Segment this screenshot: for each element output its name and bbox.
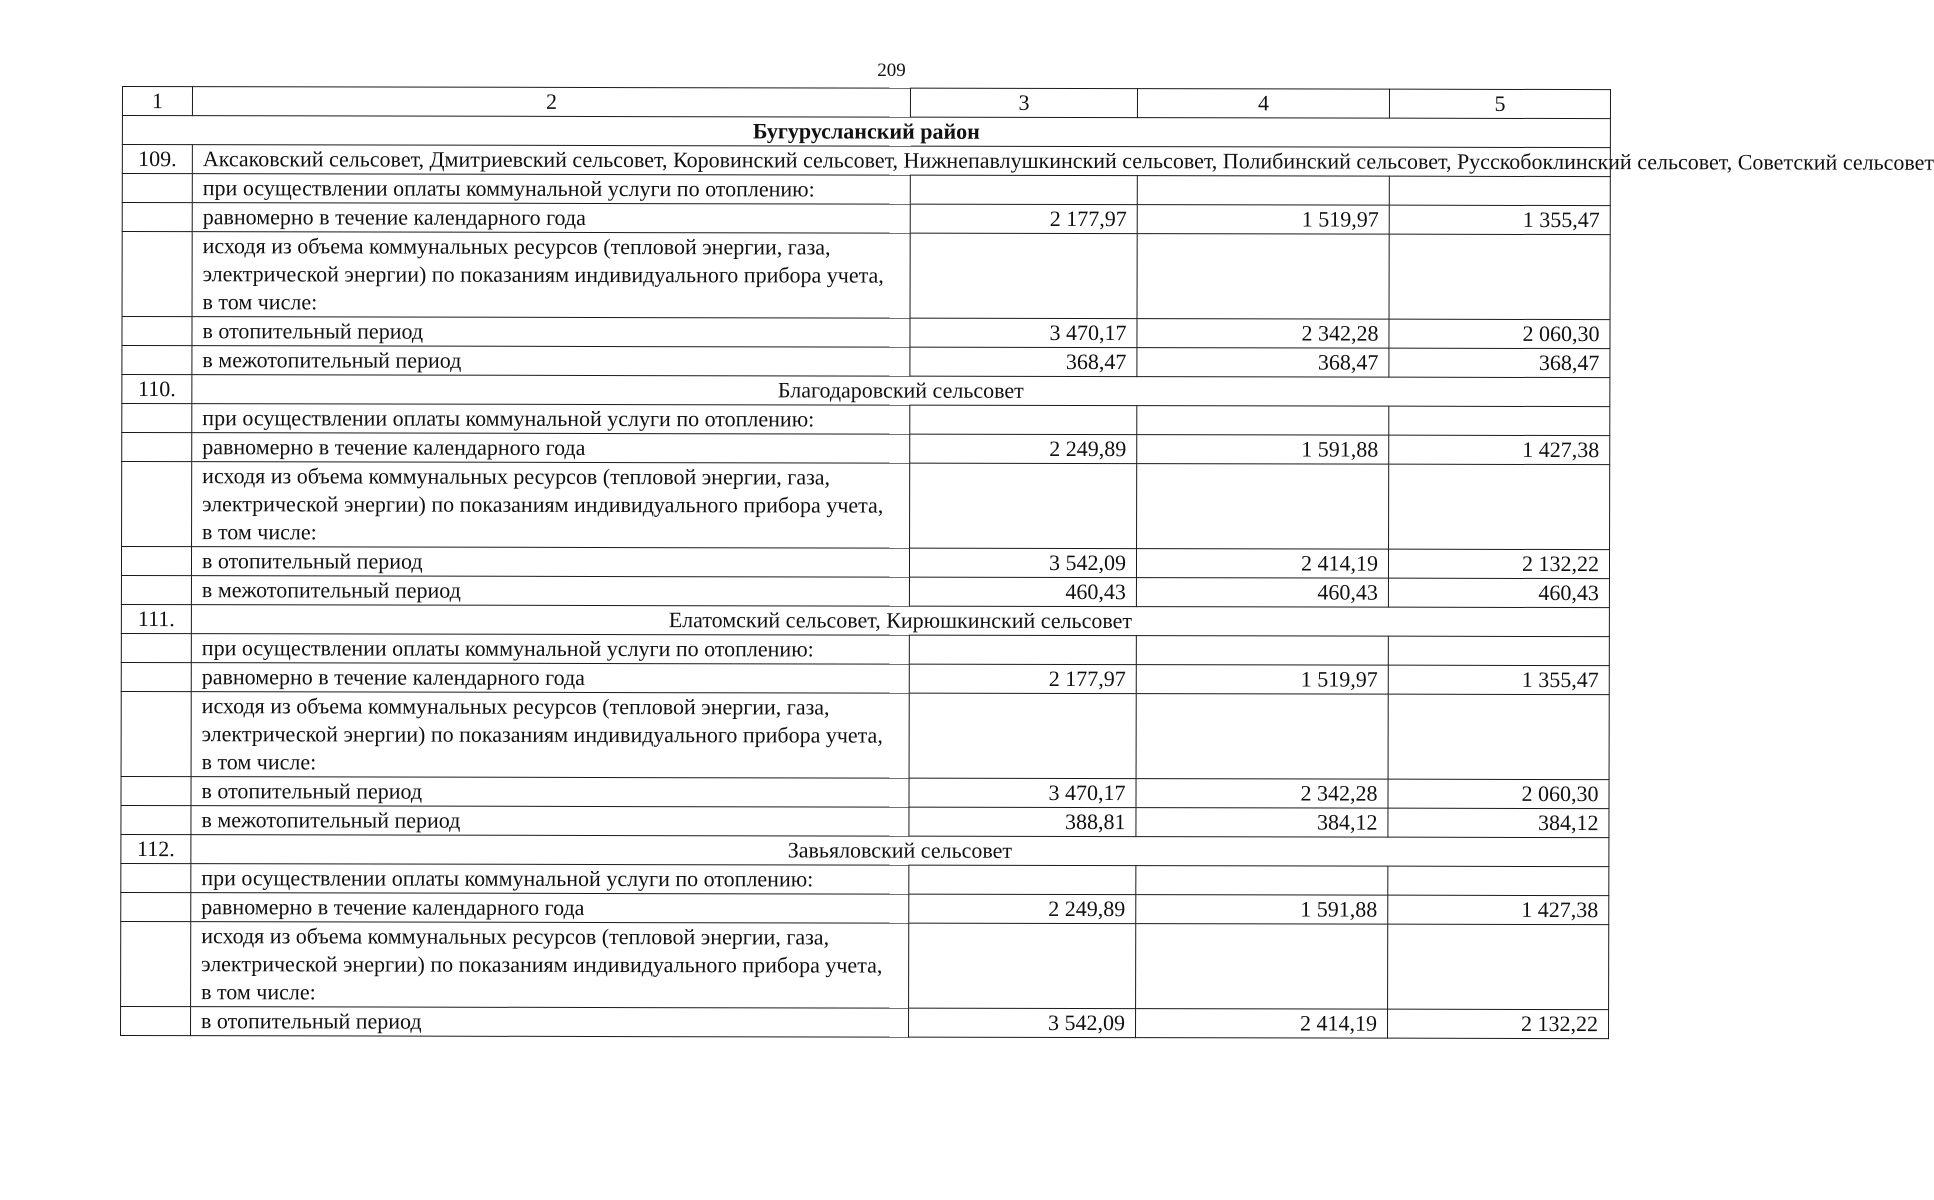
- intro-row: [122, 174, 1610, 206]
- value-col-4: [1136, 694, 1388, 780]
- column-number-4: 4: [1137, 89, 1389, 119]
- row-label: в отопительный период: [191, 1007, 909, 1038]
- tariff-table-wrapper: [120, 86, 1934, 1069]
- tariff-table: [120, 86, 1934, 1039]
- group-title: Завьяловский сельсовет: [191, 835, 1609, 867]
- row-label: при осуществлении оплаты коммунальной услуги по отоплению:: [191, 634, 909, 665]
- value-col-4: [1137, 176, 1389, 206]
- value-col-5: 1 427,38: [1388, 895, 1609, 924]
- group-number: 111.: [121, 604, 191, 633]
- row-label: в отопительный период: [191, 547, 909, 578]
- row-number-cell: [121, 633, 191, 662]
- value-col-4: 1 591,88: [1137, 435, 1389, 465]
- row-label: равномерно в течение календарного года: [191, 663, 909, 694]
- value-col-3: 2 249,89: [909, 894, 1136, 923]
- value-col-3: 2 249,89: [910, 434, 1137, 463]
- nonheating-period-row: [121, 576, 1609, 608]
- value-col-5: 1 355,47: [1389, 205, 1610, 234]
- group-header-row: [122, 145, 1610, 177]
- row-number-cell: [122, 203, 192, 232]
- nonheating-period-row: [122, 346, 1610, 378]
- value-col-5: [1389, 464, 1610, 549]
- heating-period-row: [121, 547, 1609, 579]
- column-number-2: 2: [192, 87, 910, 118]
- value-col-4: 1 591,88: [1136, 895, 1388, 925]
- row-label: исходя из объема коммунальных ресурсов (тепловой энергии, газа, электрической энергии) по показаниям индивидуального прибора учета, в том числе:: [192, 462, 910, 549]
- row-number-cell: [122, 462, 192, 547]
- value-col-5: 384,12: [1388, 808, 1609, 837]
- value-col-4: [1136, 866, 1388, 896]
- value-col-4: 1 519,97: [1137, 205, 1389, 235]
- row-number-cell: [121, 691, 191, 776]
- value-col-3: [909, 693, 1136, 778]
- tariff-table-body: [121, 87, 1934, 1039]
- uniform-row: [121, 892, 1609, 924]
- uniform-row: [122, 433, 1610, 465]
- meter-row: [121, 691, 1609, 779]
- row-label: равномерно в течение календарного года: [192, 433, 910, 464]
- value-col-3: 368,47: [910, 347, 1137, 376]
- region-title: Бугурусланский район: [122, 116, 1610, 148]
- heating-period-row: [121, 776, 1609, 808]
- value-col-3: 2 177,97: [910, 204, 1137, 233]
- group-number: 112.: [121, 834, 191, 863]
- value-col-5: 2 132,22: [1388, 549, 1609, 578]
- meter-row: [122, 232, 1610, 320]
- value-col-4: 2 414,19: [1136, 1009, 1388, 1039]
- intro-row: [121, 633, 1609, 665]
- uniform-row: [122, 203, 1610, 235]
- value-col-3: [909, 923, 1136, 1008]
- row-number-cell: [121, 547, 191, 576]
- row-label: при осуществлении оплаты коммунальной услуги по отоплению:: [192, 404, 910, 435]
- meter-row: [122, 462, 1610, 550]
- row-label: в отопительный период: [191, 777, 909, 808]
- value-col-3: 3 470,17: [910, 318, 1137, 347]
- group-title: Благодаровский сельсовет: [192, 375, 1610, 407]
- row-number-cell: [121, 662, 191, 691]
- value-col-4: 2 414,19: [1136, 549, 1388, 579]
- region-row: [122, 116, 1610, 148]
- value-col-4: 384,12: [1136, 808, 1388, 838]
- value-col-4: [1137, 464, 1389, 550]
- row-number-cell: [122, 317, 192, 346]
- value-col-3: 2 177,97: [909, 664, 1136, 693]
- row-number-cell: [121, 921, 191, 1006]
- row-number-cell: [122, 433, 192, 462]
- group-title: Елатомский сельсовет, Кирюшкинский сельсовет: [191, 605, 1609, 637]
- nonheating-period-row: [121, 805, 1609, 837]
- value-col-5: [1388, 866, 1609, 895]
- row-label: в межотопительный период: [192, 346, 910, 377]
- row-number-cell: [122, 346, 192, 375]
- page-number: 209: [877, 60, 906, 81]
- value-col-4: 1 519,97: [1136, 665, 1388, 695]
- intro-row: [122, 404, 1610, 436]
- value-col-4: 2 342,28: [1137, 319, 1389, 349]
- value-col-3: 388,81: [909, 807, 1136, 836]
- value-col-3: [910, 463, 1137, 548]
- heating-period-row: [121, 1006, 1609, 1038]
- row-number-cell: [122, 404, 192, 433]
- row-label: в межотопительный период: [191, 576, 909, 607]
- group-title: Аксаковский сельсовет, Дмитриевский сельсовет, Коровинский сельсовет, Нижнепавлушкинский сельсовет, Полибинский сельсовет, Русскобоклинский сельсовет, Советский сельсовет: [192, 145, 1610, 177]
- value-col-4: 368,47: [1137, 348, 1389, 378]
- value-col-5: [1388, 636, 1609, 665]
- row-number-cell: [121, 805, 191, 834]
- row-number-cell: [122, 174, 192, 203]
- row-number-cell: [121, 776, 191, 805]
- row-label: исходя из объема коммунальных ресурсов (тепловой энергии, газа, электрической энергии) по показаниям индивидуального прибора учета, в том числе:: [192, 232, 910, 319]
- value-col-3: 3 542,09: [909, 548, 1136, 577]
- value-col-4: [1137, 234, 1389, 320]
- row-number-cell: [121, 892, 191, 921]
- value-col-4: 460,43: [1136, 578, 1388, 608]
- value-col-4: [1136, 924, 1388, 1010]
- value-col-4: [1137, 406, 1389, 436]
- value-col-3: 3 542,09: [909, 1008, 1136, 1037]
- group-header-row: [122, 375, 1610, 407]
- row-number-cell: [121, 1006, 191, 1035]
- group-header-row: [121, 834, 1609, 866]
- group-number: 109.: [122, 145, 192, 174]
- row-number-cell: [121, 863, 191, 892]
- column-number-5: 5: [1389, 89, 1610, 118]
- value-col-5: [1389, 406, 1610, 435]
- value-col-3: [910, 233, 1137, 318]
- row-label: в отопительный период: [192, 317, 910, 348]
- row-label: равномерно в течение календарного года: [191, 893, 909, 924]
- value-col-3: [910, 175, 1137, 204]
- row-number-cell: [122, 232, 192, 317]
- value-col-3: [909, 635, 1136, 664]
- column-number-1: 1: [122, 87, 192, 116]
- value-col-5: [1389, 234, 1610, 319]
- value-col-4: [1136, 636, 1388, 666]
- value-col-5: 1 427,38: [1389, 435, 1610, 464]
- column-number-3: 3: [910, 88, 1137, 117]
- value-col-5: [1388, 694, 1609, 779]
- value-col-4: 2 342,28: [1136, 779, 1388, 809]
- value-col-3: [909, 865, 1136, 894]
- row-number-cell: [121, 576, 191, 605]
- meter-row: [121, 921, 1609, 1009]
- value-col-5: 1 355,47: [1388, 665, 1609, 694]
- value-col-5: [1389, 176, 1610, 205]
- uniform-row: [121, 662, 1609, 694]
- row-label: исходя из объема коммунальных ресурсов (тепловой энергии, газа, электрической энергии) по показаниям индивидуального прибора учета, в том числе:: [191, 922, 909, 1009]
- value-col-5: 2 132,22: [1388, 1009, 1609, 1038]
- group-header-row: [121, 604, 1609, 636]
- value-col-3: 3 470,17: [909, 778, 1136, 807]
- row-label: при осуществлении оплаты коммунальной услуги по отоплению:: [191, 864, 909, 895]
- value-col-5: 460,43: [1388, 578, 1609, 607]
- value-col-5: 2 060,30: [1388, 779, 1609, 808]
- value-col-3: [910, 405, 1137, 434]
- intro-row: [121, 863, 1609, 895]
- row-label: при осуществлении оплаты коммунальной услуги по отоплению:: [192, 174, 910, 205]
- value-col-5: [1388, 924, 1609, 1009]
- row-label: исходя из объема коммунальных ресурсов (тепловой энергии, газа, электрической энергии) по показаниям индивидуального прибора учета, в том числе:: [191, 692, 909, 779]
- column-number-row: [122, 87, 1610, 119]
- group-number: 110.: [122, 375, 192, 404]
- row-label: в межотопительный период: [191, 806, 909, 837]
- value-col-5: 368,47: [1389, 348, 1610, 377]
- value-col-3: 460,43: [909, 577, 1136, 606]
- heating-period-row: [122, 317, 1610, 349]
- value-col-5: 2 060,30: [1389, 319, 1610, 348]
- row-label: равномерно в течение календарного года: [192, 203, 910, 234]
